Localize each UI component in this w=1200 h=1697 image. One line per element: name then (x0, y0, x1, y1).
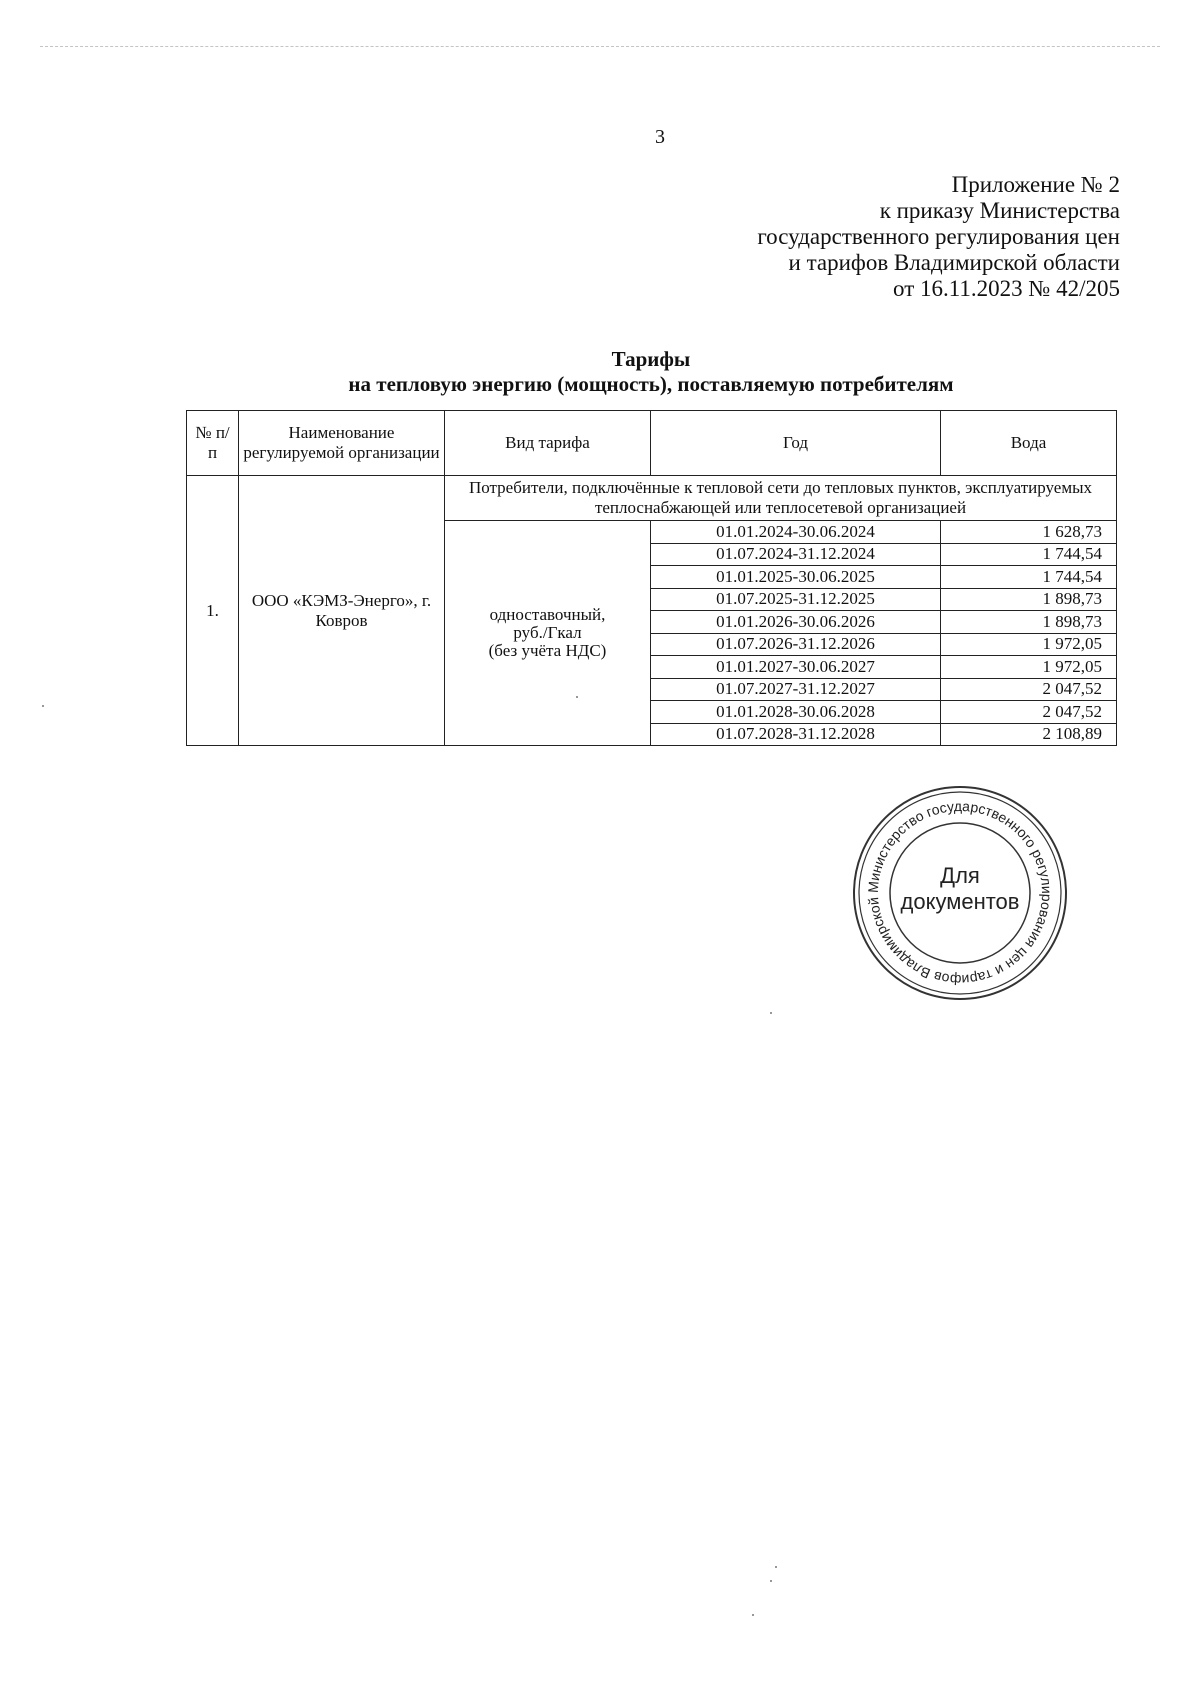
tariff-type-line: руб./Гкал (513, 623, 582, 642)
tariff-type-line: (без учёта НДС) (488, 641, 607, 660)
appendix-line: от 16.11.2023 № 42/205 (893, 276, 1120, 301)
header-tariff-type: Вид тарифа (445, 411, 651, 476)
appendix-block (600, 172, 1120, 302)
header-num: № п/п (187, 411, 239, 476)
tariff-value-cell: 1 744,54 (941, 566, 1117, 589)
stamp-center-text (850, 863, 1070, 915)
header-year: Год (651, 411, 941, 476)
consumers-description: Потребители, подключённые к тепловой сети до тепловых пунктов, эксплуатируемых теплоснабжающей или теплосетевой организацией (445, 476, 1117, 521)
row-number: 1. (187, 476, 239, 746)
tariff-value-cell: 1 744,54 (941, 543, 1117, 566)
scan-speck (576, 696, 578, 698)
scan-artifact-line (40, 46, 1160, 47)
scan-speck (770, 1580, 772, 1582)
tariff-value-cell: 1 628,73 (941, 521, 1117, 544)
tariff-value-cell: 1 972,05 (941, 633, 1117, 656)
tariff-value-cell: 1 972,05 (941, 656, 1117, 679)
period-cell: 01.07.2028-31.12.2028 (651, 723, 941, 746)
scan-speck (775, 1566, 777, 1568)
scan-speck (752, 1614, 754, 1616)
tariff-value-cell: 2 047,52 (941, 701, 1117, 724)
period-cell: 01.07.2026-31.12.2026 (651, 633, 941, 656)
tariff-value-cell: 1 898,73 (941, 611, 1117, 634)
period-cell: 01.01.2026-30.06.2026 (651, 611, 941, 634)
scan-speck (770, 1012, 772, 1014)
period-cell: 01.07.2024-31.12.2024 (651, 543, 941, 566)
period-cell: 01.01.2027-30.06.2027 (651, 656, 941, 679)
official-stamp (850, 783, 1070, 1003)
appendix-line: и тарифов Владимирской области (788, 250, 1120, 275)
period-cell: 01.07.2027-31.12.2027 (651, 678, 941, 701)
tariff-type-cell (445, 521, 651, 746)
title-line-2: на тепловую энергию (мощность), поставляемую потребителям (348, 372, 954, 396)
tariff-value-cell: 2 108,89 (941, 723, 1117, 746)
document-title (186, 347, 1116, 397)
stamp-ring-textpath: Министерство государственного регулирования цен и тарифов Владимирской (864, 797, 1056, 989)
tariff-value-cell: 2 047,52 (941, 678, 1117, 701)
appendix-line: государственного регулирования цен (757, 224, 1120, 249)
page-number: 3 (655, 126, 665, 148)
period-cell: 01.07.2025-31.12.2025 (651, 588, 941, 611)
period-cell: 01.01.2028-30.06.2028 (651, 701, 941, 724)
stamp-center-line: Для (940, 863, 980, 888)
appendix-line: к приказу Министерства (879, 198, 1120, 223)
period-cell: 01.01.2025-30.06.2025 (651, 566, 941, 589)
consumers-row (187, 476, 1117, 521)
tariff-value-cell: 1 898,73 (941, 588, 1117, 611)
tariff-type-line: одноставочный, (489, 605, 606, 624)
period-cell: 01.01.2024-30.06.2024 (651, 521, 941, 544)
stamp-center-line: документов (900, 889, 1020, 914)
org-name: ООО «КЭМЗ-Энерго», г. Ковров (239, 476, 445, 746)
scan-speck (42, 705, 44, 707)
title-line-1: Тарифы (611, 347, 691, 371)
appendix-line: Приложение № 2 (951, 172, 1120, 197)
table-header-row (187, 411, 1117, 476)
tariff-table (186, 410, 1117, 746)
header-org: Наименование регулируемой организации (239, 411, 445, 476)
header-water: Вода (941, 411, 1117, 476)
